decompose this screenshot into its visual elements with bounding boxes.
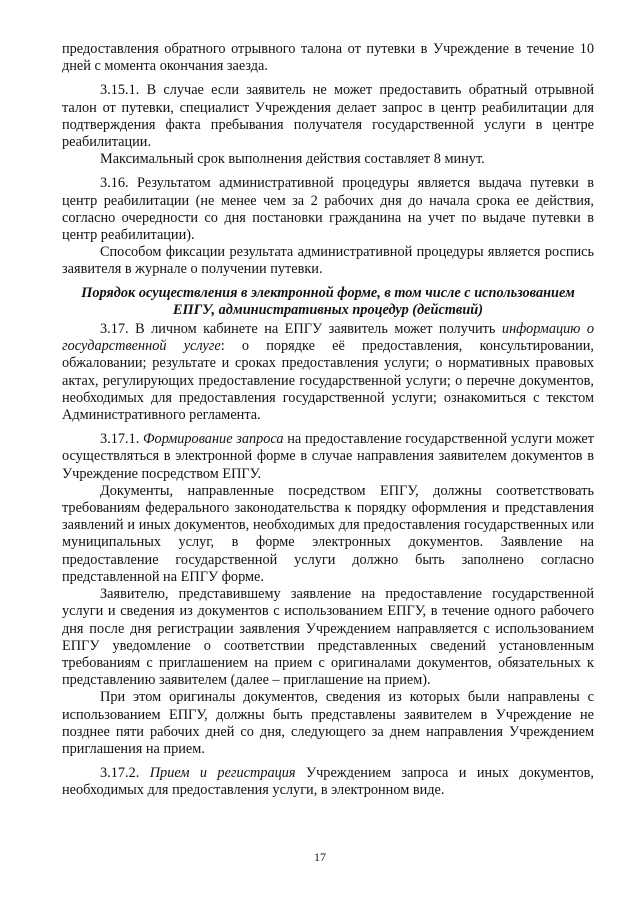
paragraph-3-17-start: 3.17. В личном кабинете на ЕПГУ заявитель может получить bbox=[100, 321, 502, 338]
paragraph-3-17-emphasis: информацию о государственной услуге bbox=[62, 321, 594, 355]
paragraph-3-17-2-number: 3.17.2. bbox=[100, 765, 150, 782]
section-heading-line-2: ЕПГУ, административных процедур (действий) bbox=[173, 301, 483, 318]
paragraph-documents: Документы, направленные посредством ЕПГУ, должны соответствовать требованиям федерального законодательства к порядку оформления и представления заявлений и иных документов, необходимых для предоставления государственных или муниципальных услуг, в форме электронных документов. Заявление на предоставление государственной услуги должно быть заполнено согласно представленной на ЕПГУ форме. bbox=[62, 482, 594, 585]
paragraph-applicant: Заявителю, представившему заявление на предоставление государственной услуги и сведения из документов с использованием ЕПГУ, в течение одного рабочего дня после дня регистрации заявления Учреждением направляется с использованием ЕПГУ уведомление о соответствии представленных сведений установленным требованиям с приглашением на прием с оригиналами документов, обязательных к представлению заявителем (далее – приглашение на прием). bbox=[62, 586, 594, 689]
paragraph-3-17 bbox=[62, 321, 594, 424]
paragraph-continuation: предоставления обратного отрывного талона от путевки в Учреждение в течение 10 дней с момента окончания заезда. bbox=[62, 41, 594, 75]
paragraph-fixation: Способом фиксации результата административной процедуры является роспись заявителя в журнале о получении путевки. bbox=[62, 244, 594, 278]
paragraph-3-17-1-emphasis: Формирование запроса bbox=[143, 431, 284, 448]
paragraph-originals: При этом оригиналы документов, сведения из которых были направлены с использованием ЕПГУ, должны быть представлены заявителем в Учреждение не позднее пяти рабочих дней со дня, следующего за днем направления Учреждением приглашения на прием. bbox=[62, 689, 594, 757]
paragraph-3-17-1 bbox=[62, 431, 594, 483]
page-number: 17 bbox=[314, 850, 326, 864]
paragraph-3-16: 3.16. Результатом административной процедуры является выдача путевки в центр реабилитации (не менее чем за 2 рабочих дня до начала срока ее действия, согласно очередности со дня постановки гражданина на учет по выдаче путевки в центр реабилитации). bbox=[62, 175, 594, 244]
paragraph-3-17-2-rest: Учреждением запроса и иных документов, необходимых для предоставления услуги, в электронном виде. bbox=[62, 765, 595, 799]
document-body bbox=[62, 41, 594, 800]
paragraph-3-17-rest: : о порядке её предоставления, консультировании, обжаловании; результате и сроках предоставления услуги; о нормативных правовых актах, регулирующих предоставление государственной услуги; о перечне документов, необходимых для предоставления государственной услуги; ознакомиться с текстом Административного регламента. bbox=[62, 338, 595, 424]
section-heading-line-1: Порядок осуществления в электронной форме, в том числе с использованием bbox=[81, 284, 575, 301]
paragraph-3-17-2-emphasis: Прием и регистрация bbox=[149, 765, 296, 782]
paragraph-max-time: Максимальный срок выполнения действия составляет 8 минут. bbox=[100, 151, 485, 168]
paragraph-3-17-1-rest: на предоставление государственной услуги может осуществляться в электронной форме в случае направления заявителем документов в Учреждение посредством ЕПГУ. bbox=[62, 431, 595, 482]
paragraph-3-17-2 bbox=[62, 765, 594, 799]
paragraph-3-17-1-number: 3.17.1. bbox=[100, 431, 144, 448]
paragraph-3-15-1: 3.15.1. В случае если заявитель не может предоставить обратный отрывной талон от путевки, специалист Учреждения делает запрос в центр реабилитации для подтверждения факта пребывания получателя государственной услуги в центре реабилитации. bbox=[62, 82, 594, 151]
section-heading bbox=[62, 285, 594, 319]
